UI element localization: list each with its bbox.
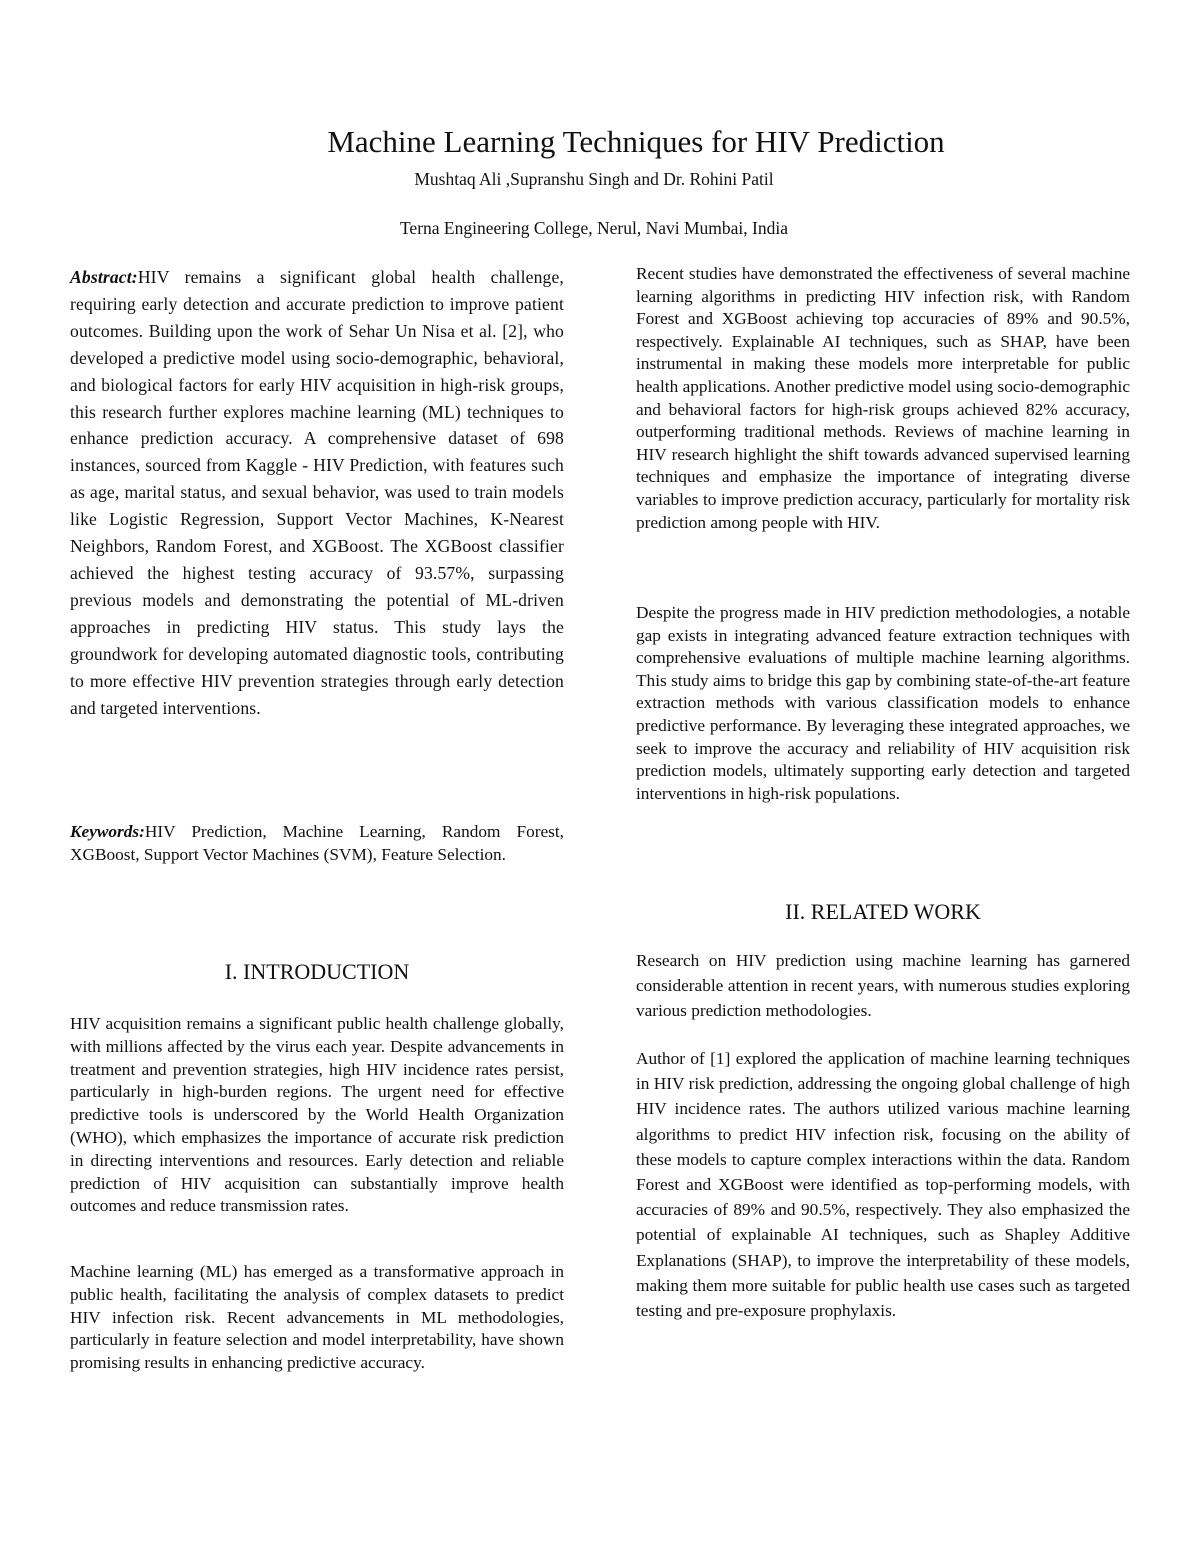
- related-work-heading: II. RELATED WORK: [785, 899, 981, 924]
- keywords-label: Keywords:: [70, 822, 145, 841]
- right-column-paragraph-2: [636, 602, 1130, 805]
- related-work-text-1: Research on HIV prediction using machine learning has garnered considerable attention in recent years, with numerous studies exploring various prediction methodologies.: [636, 951, 1130, 1021]
- introduction-paragraph-1: [70, 1013, 564, 1218]
- abstract-text: HIV remains a significant global health challenge, requiring early detection and accurate prediction to improve patient outcomes. Building upon the work of Sehar Un Nisa et al. [2], who developed a predictive model using socio-demographic, behavioral, and biological factors for early HIV acquisition in high-risk groups, this research further explores machine learning (ML) techniques to enhance prediction accuracy. A comprehensive dataset of 698 instances, sourced from Kaggle - HIV Prediction, with features such as age, marital status, and sexual behavior, was used to train models like Logistic Regression, Support Vector Machines, K-Nearest Neighbors, Random Forest, and XGBoost. The XGBoost classifier achieved the highest testing accuracy of 93.57%, surpassing previous models and demonstrating the potential of ML-driven approaches in predicting HIV status. This study lays the groundwork for developing automated diagnostic tools, contributing to more effective HIV prevention strategies through early detection and targeted interventions.: [70, 267, 564, 718]
- abstract-label: Abstract:: [70, 267, 138, 287]
- introduction-text-1: HIV acquisition remains a significant public health challenge globally, with millions affected by the virus each year. Despite advancements in treatment and prevention strategies, high HIV incidence rates persist, particularly in high-burden regions. The urgent need for effective predictive tools is underscored by the World Health Organization (WHO), which emphasizes the importance of accurate risk prediction in directing interventions and resources. Early detection and reliable prediction of HIV acquisition can substantially improve health outcomes and reduce transmission rates.: [70, 1014, 564, 1216]
- keywords-block: [70, 820, 564, 866]
- related-work-paragraph-1: [636, 948, 1130, 1024]
- right-column-paragraph-1: [636, 263, 1130, 534]
- related-work-paragraph-2: [636, 1046, 1130, 1323]
- keywords-text: HIV Prediction, Machine Learning, Random Forest, XGBoost, Support Vector Machines (SVM), Feature Selection.: [70, 822, 564, 864]
- paper-affiliation: Terna Engineering College, Nerul, Navi Mumbai, India: [399, 218, 789, 238]
- related-work-text-2: Author of [1] explored the application of machine learning techniques in HIV risk prediction, addressing the ongoing global challenge of high HIV incidence rates. The authors utilized various machine learning algorithms to predict HIV infection risk, focusing on the ability of these models to capture complex interactions within the data. Random Forest and XGBoost were identified as top-performing models, with accuracies of 89% and 90.5%, respectively. They also emphasized the potential of explainable AI techniques, such as Shapley Additive Explanations (SHAP), to improve the interpretability of these models, making them more suitable for public health use cases such as targeted testing and pre-exposure prophylaxis.: [636, 1049, 1130, 1321]
- abstract-paragraph: [70, 264, 564, 721]
- abstract-block: [70, 264, 564, 721]
- right-column-text-2: Despite the progress made in HIV prediction methodologies, a notable gap exists in integrating advanced feature extraction techniques with comprehensive evaluations of multiple machine learning algorithms. This study aims to bridge this gap by combining state-of-the-art feature extraction methods with various classification models to enhance predictive performance. By leveraging these integrated approaches, we seek to improve the accuracy and reliability of HIV acquisition risk prediction models, ultimately supporting early detection and targeted interventions in high-risk populations.: [636, 603, 1130, 803]
- introduction-paragraph-2: [70, 1261, 564, 1375]
- keywords-paragraph: [70, 820, 564, 866]
- paper-title: Machine Learning Techniques for HIV Prediction: [327, 124, 945, 159]
- introduction-text-2: Machine learning (ML) has emerged as a transformative approach in public health, facilitating the analysis of complex datasets to predict HIV infection risk. Recent advancements in ML methodologies, particularly in feature selection and model interpretability, have shown promising results in enhancing predictive accuracy.: [70, 1262, 564, 1373]
- introduction-heading: I. INTRODUCTION: [224, 959, 410, 984]
- right-column-text-1: Recent studies have demonstrated the effectiveness of several machine learning algorithms in predicting HIV infection risk, with Random Forest and XGBoost achieving top accuracies of 89% and 90.5%, respectively. Explainable AI techniques, such as SHAP, have been instrumental in making these models more interpretable for public health applications. Another predictive model using socio-demographic and behavioral factors for high-risk groups achieved 82% accuracy, outperforming traditional methods. Reviews of machine learning in HIV research highlight the shift towards advanced supervised learning techniques and emphasize the importance of integrating diverse variables to improve prediction accuracy, particularly for mortality risk prediction among people with HIV.: [636, 264, 1130, 532]
- paper-authors: Mushtaq Ali ,Supranshu Singh and Dr. Rohini Patil: [414, 169, 774, 189]
